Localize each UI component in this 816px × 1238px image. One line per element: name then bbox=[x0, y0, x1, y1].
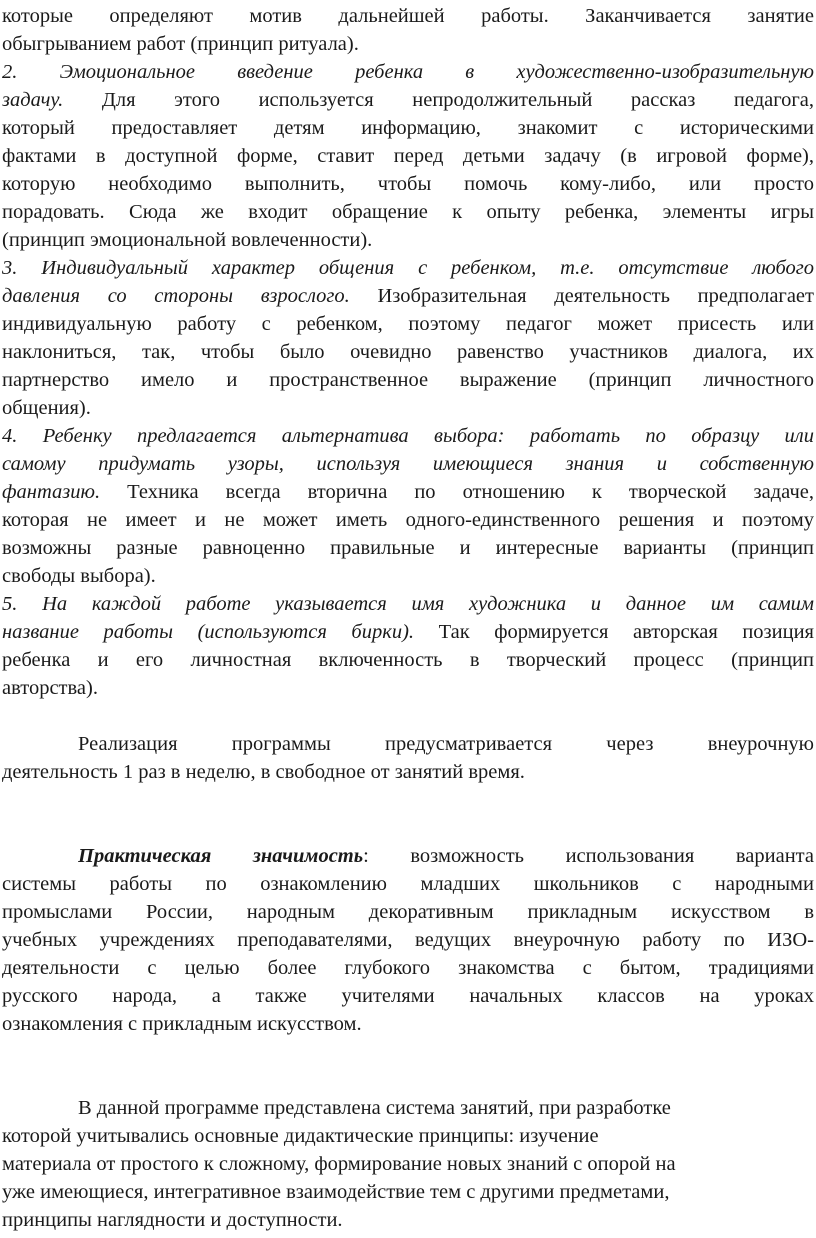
paragraph-line: которая не имеет и не может иметь одного-единственного решения и поэтому bbox=[2, 509, 814, 531]
paragraph-line: которую необходимо выполнить, чтобы помочь кому-либо, или просто bbox=[2, 173, 814, 195]
paragraph-line: авторства). bbox=[2, 677, 98, 699]
paragraph-line: фактами в доступной форме, ставит перед детьми задачу (в игровой форме), bbox=[2, 145, 814, 167]
paragraph-line: возможны разные равноценно правильные и интересные варианты (принцип bbox=[2, 537, 814, 559]
paragraph-line: уже имеющиеся, интегративное взаимодействие тем с другими предметами, bbox=[2, 1181, 670, 1203]
practical-significance-title: Практическая значимость bbox=[78, 845, 364, 867]
paragraph-line: индивидуальную работу с ребенком, поэтому педагог может присесть или bbox=[2, 313, 814, 335]
paragraph-line: промыслами России, народным декоративным прикладным искусством в bbox=[2, 901, 814, 923]
paragraph-line: задачу. Для этого используется непродолжительный рассказ педагога, bbox=[2, 89, 814, 111]
item-3-heading-end: давления со стороны взрослого. bbox=[2, 285, 350, 307]
paragraph-line: системы работы по ознакомлению младших школьников с народными bbox=[2, 873, 814, 895]
item-5-heading-end: название работы (используются бирки). bbox=[2, 621, 415, 643]
item-2-heading-end: задачу. bbox=[2, 89, 64, 111]
item-2-heading: 2. Эмоциональное введение ребенка в художественно-изобразительную bbox=[2, 61, 814, 83]
paragraph-line: деятельности с целью более глубокого знакомства с бытом, традициями bbox=[2, 957, 814, 979]
paragraph-line: ознакомления с прикладным искусством. bbox=[2, 1013, 362, 1035]
paragraph-line: В данной программе представлена система занятий, при разработке bbox=[78, 1097, 671, 1119]
paragraph-line: учебных учреждениях преподавателями, ведущих внеурочную работу по ИЗО- bbox=[2, 929, 814, 951]
paragraph-line: Реализация программы предусматривается через внеурочную bbox=[78, 733, 814, 755]
item-5-heading: 5. На каждой работе указывается имя художника и данное им самим bbox=[2, 593, 814, 615]
paragraph-line: свободы выбора). bbox=[2, 565, 156, 587]
paragraph-line: название работы (используются бирки). Так формируется авторская позиция bbox=[2, 621, 814, 643]
paragraph-line: русского народа, а также учителями начальных классов на уроках bbox=[2, 985, 814, 1007]
paragraph-line: материала от простого к сложному, формирование новых знаний с опорой на bbox=[2, 1153, 676, 1175]
paragraph-line: общения). bbox=[2, 397, 91, 419]
paragraph-line: обыгрыванием работ (принцип ритуала). bbox=[2, 33, 359, 55]
paragraph-line: партнерство имело и пространственное выражение (принцип личностного bbox=[2, 369, 814, 391]
paragraph-line: (принцип эмоциональной вовлеченности). bbox=[2, 229, 373, 251]
item-4-heading: 4. Ребенку предлагается альтернатива выбора: работать по образцу или bbox=[2, 425, 814, 447]
paragraph-line: давления со стороны взрослого. Изобразительная деятельность предполагает bbox=[2, 285, 814, 307]
paragraph-line: деятельность 1 раз в неделю, в свободное от занятий время. bbox=[2, 761, 525, 783]
paragraph-line: наклониться, так, чтобы было очевидно равенство участников диалога, их bbox=[2, 341, 814, 363]
paragraph-line: фантазию. Техника всегда вторична по отношению к творческой задаче, bbox=[2, 481, 814, 503]
paragraph-line: который предоставляет детям информацию, знакомит с историческими bbox=[2, 117, 814, 139]
paragraph-line: принципы наглядности и доступности. bbox=[2, 1209, 343, 1231]
item-3-heading: 3. Индивидуальный характер общения с ребенком, т.е. отсутствие любого bbox=[2, 257, 814, 279]
item-4-heading-end: фантазию. bbox=[2, 481, 101, 503]
paragraph-line: порадовать. Сюда же входит обращение к опыту ребенка, элементы игры bbox=[2, 201, 814, 223]
paragraph-line: Практическая значимость: возможность использования варианта bbox=[78, 845, 814, 867]
item-4-heading: самому придумать узоры, используя имеющиеся знания и собственную bbox=[2, 453, 814, 475]
paragraph-line: ребенка и его личностная включенность в творческий процесс (принцип bbox=[2, 649, 814, 671]
paragraph-line: которые определяют мотив дальнейшей работы. Заканчивается занятие bbox=[2, 5, 814, 27]
paragraph-line: которой учитывались основные дидактические принципы: изучение bbox=[2, 1125, 599, 1147]
